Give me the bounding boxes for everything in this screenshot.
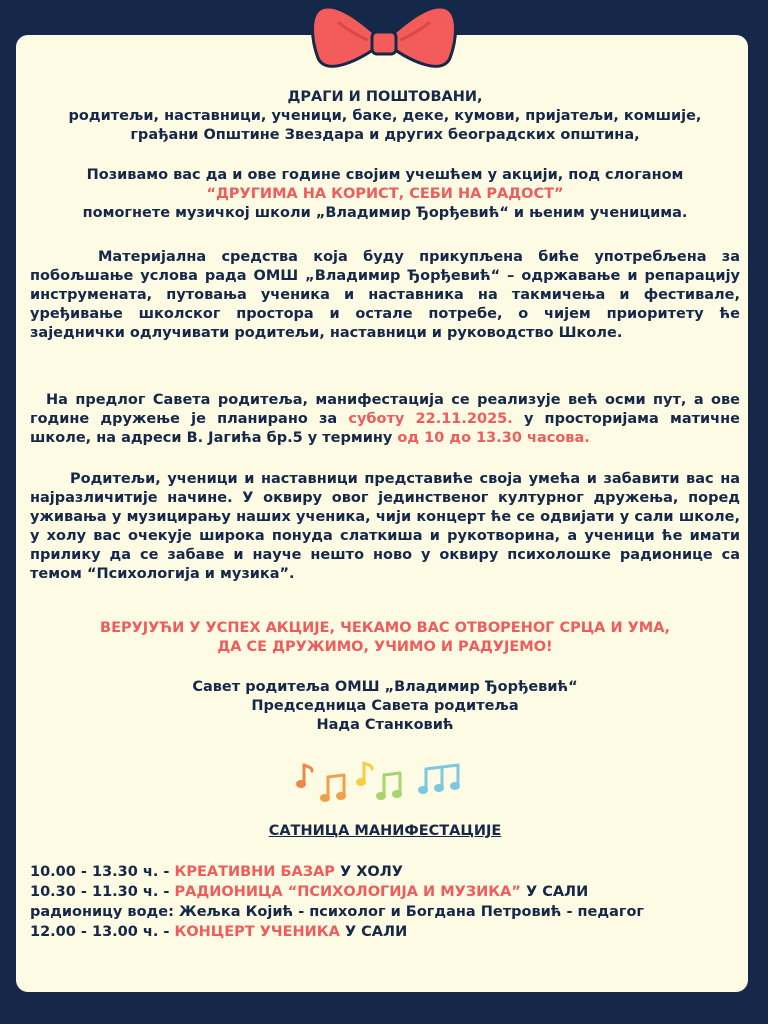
greeting-line: родитељи, наставници, ученици, баке, деке, кумови, пријатељи, комшије, bbox=[68, 108, 702, 124]
schedule-time: 10.30 - 11.30 ч. - bbox=[30, 884, 170, 900]
paragraph-program: Родитељи, ученици и наставници представиће своја умећа и забавити вас на најразличитије начине. У оквиру овог јединственог културног дружења, поред уживања у музицирању наших ученика, чији концерт ће се одвијати у сали школе, у холу вас очекује широка понуда слаткиша и рукотворина, а ученици ће имати прилику да се забаве и науче нешто ново у оквиру психолошке радионице са темом “Психологија и музика”. bbox=[30, 471, 740, 582]
closing-line: ДА СЕ ДРУЖИМО, УЧИМО И РАДУЈЕМО! bbox=[217, 639, 553, 655]
schedule-item bbox=[30, 862, 740, 882]
schedule-event: РАДИОНИЦА “ПСИХОЛОГИЈА И МУЗИКА” bbox=[174, 884, 521, 900]
closing-message bbox=[30, 619, 740, 657]
schedule-time: 12.00 - 13.00 ч. - bbox=[30, 924, 170, 940]
schedule-place: У САЛИ bbox=[344, 924, 408, 940]
music-notes-icon bbox=[292, 755, 476, 805]
schedule-item bbox=[30, 922, 740, 942]
schedule-place: У ХОЛУ bbox=[339, 864, 403, 880]
schedule-list bbox=[30, 862, 740, 942]
signature-line: Председница Савета родитеља bbox=[251, 698, 519, 714]
invitation bbox=[30, 166, 740, 223]
invitation-line: помогнете музичкој школи „Владимир Ђорђевић“ и њеним ученицима. bbox=[82, 205, 688, 221]
paragraph-funds: Материјална средства која буду прикупљена биће употребљена за побољшање услова рада ОМШ „Владимир Ђорђевић“ – одржавање и репарацију инструмената, путовања ученика и наставника на такмичења и фестивале, уређивање школског простора и остале потребе, о чијем приоритету ће заједнички одлучивати родитељи, наставници и руководство Школе. bbox=[30, 249, 740, 341]
slogan: “ДРУГИМА НА КОРИСТ, СЕБИ НА РАДОСТ” bbox=[206, 186, 564, 202]
schedule-item bbox=[30, 882, 740, 902]
event-date: суботу 22.11.2025. bbox=[348, 411, 513, 427]
schedule-event: КРЕАТИВНИ БАЗАР bbox=[174, 864, 335, 880]
greeting-line: грађани Општине Звездара и других београдских општина, bbox=[130, 127, 640, 143]
signature-line: Савет родитеља ОМШ „Владимир Ђорђевић“ bbox=[192, 679, 578, 695]
schedule-place: У САЛИ bbox=[525, 884, 589, 900]
event-time: од 10 до 13.30 часова. bbox=[397, 430, 590, 446]
event-text: у просторијама матичне школе, на адреси В. Јагића бр.5 у термину bbox=[30, 411, 740, 446]
bow-icon bbox=[308, 2, 460, 82]
event-text: На предлог Савета родитеља, манифестација се реализује већ осми пут, а ове године дружење је планирано за bbox=[30, 392, 740, 427]
schedule-title: САТНИЦА МАНИФЕСТАЦИЈЕ bbox=[268, 823, 502, 839]
schedule-time: 10.00 - 13.30 ч. - bbox=[30, 864, 170, 880]
greeting bbox=[30, 88, 740, 145]
greeting-title: ДРАГИ И ПОШТОВАНИ, bbox=[287, 89, 483, 105]
closing-line: ВЕРУЈУЋИ У УСПЕХ АКЦИЈЕ, ЧЕКАМО ВАС ОТВОРЕНОГ СРЦА И УМА, bbox=[100, 620, 670, 636]
signature-name: Нада Станковић bbox=[316, 717, 454, 733]
paragraph-event bbox=[30, 391, 740, 448]
invitation-line: Позивамо вас да и ове године својим учешћем у акцији, под слоганом bbox=[86, 167, 684, 183]
schedule-note: радионицу воде: Жељка Којић - психолог и Богдана Петровић - педагог bbox=[30, 904, 644, 920]
signature bbox=[30, 678, 740, 735]
schedule-event: КОНЦЕРТ УЧЕНИКА bbox=[174, 924, 340, 940]
